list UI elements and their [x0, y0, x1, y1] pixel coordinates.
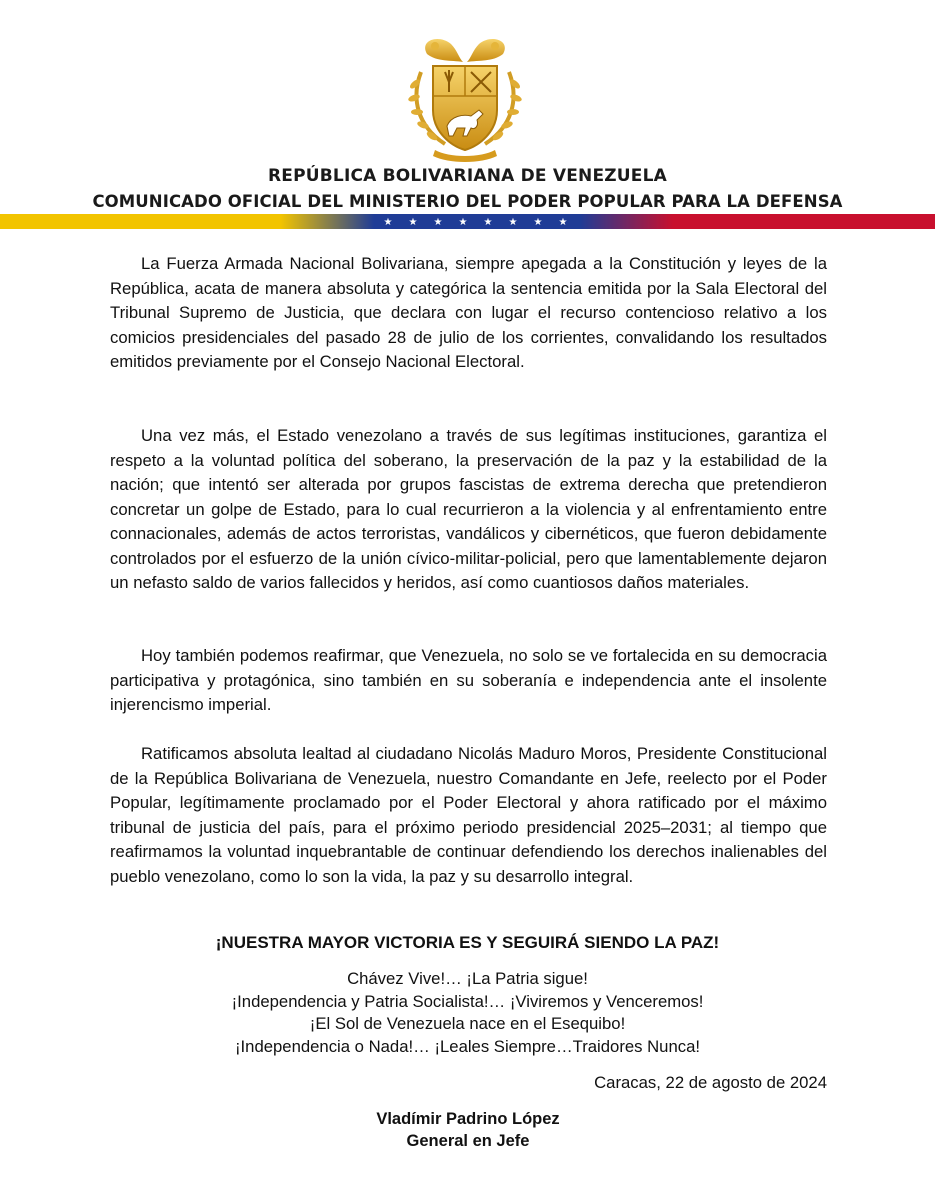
signature-block — [268, 1108, 668, 1152]
paragraph-2: Una vez más, el Estado venezolano a través de sus legítimas instituciones, garantiza el respeto a la voluntad política del soberano, la preservación de la paz y la estabilidad de la nación; que intentó ser alterada por grupos fascistas de extrema derecha que pretendieron concretar un golpe de Estado, para lo cual recurrieron a la violencia y al enfrentamiento entre connacionales, además de actos terroristas, vandálicos y cibernéticos, que fueron debidamente controlados por el esfuerzo de la unión cívico-militar-policial, pero que lamentablemente dejaron un nefasto saldo de varios fallecidos y heridos, así como cuantiosos daños materiales. — [110, 426, 827, 592]
star-icon: ★ — [383, 217, 393, 228]
paragraph-3: Hoy también podemos reafirmar, que Venezuela, no solo se ve fortalecida en su democracia participativa y protagónica, sino también en su soberanía e independencia ante el insolente injerencismo imperial. — [110, 646, 827, 714]
paragraph-1: La Fuerza Armada Nacional Bolivariana, siempre apegada a la Constitución y leyes de la República, acata de manera absoluta y categórica la sentencia emitida por la Sala Electoral del Tribunal Supremo de Justicia, que declara con lugar el recurso contencioso relativo a los comicios presidenciales del pasado 28 de julio de los corrientes, convalidando los resultados emitidos previamente por el Consejo Nacional Electoral. — [110, 254, 827, 371]
star-icon: ★ — [408, 217, 418, 228]
slogan: ¡NUESTRA MAYOR VICTORIA ES Y SEGUIRÁ SIENDO LA PAZ! — [215, 933, 720, 952]
header-subtitle: COMUNICADO OFICIAL DEL MINISTERIO DEL PODER POPULAR PARA LA DEFENSA — [92, 192, 843, 211]
cheer-line: Chávez Vive!… ¡La Patria sigue! — [347, 969, 588, 988]
cheer-line: ¡Independencia o Nada!… ¡Leales Siempre…Traidores Nunca! — [234, 1036, 701, 1056]
cheer-line: ¡Independencia y Patria Socialista!… ¡Viviremos y Venceremos! — [231, 991, 704, 1011]
star-icon: ★ — [483, 217, 493, 228]
star-icon: ★ — [458, 217, 468, 228]
cheers-block — [0, 968, 935, 1058]
star-icon: ★ — [433, 217, 443, 228]
star-icon: ★ — [508, 217, 518, 228]
star-icon: ★ — [558, 217, 568, 228]
header-country: REPÚBLICA BOLIVARIANA DE VENEZUELA — [267, 166, 668, 186]
cheer-line: ¡El Sol de Venezuela nace en el Esequibo! — [309, 1014, 626, 1034]
place-date: Caracas, 22 de agosto de 2024 — [594, 1073, 827, 1092]
star-icon: ★ — [533, 217, 543, 228]
coat-of-arms-icon — [405, 32, 525, 164]
paragraph-4: Ratificamos absoluta lealtad al ciudadano Nicolás Maduro Moros, Presidente Constitucional de la República Bolivariana de Venezuela, nuestro Comandante en Jefe, reelecto por el Poder Popular, legítimamente proclamado por el Poder Electoral y ahora ratificado por el máximo tribunal de justicia del país, para el próximo periodo presidencial 2025–2031; al tiempo que reafirmamos la voluntad inquebrantable de continuar defendiendo los derechos inalienables del pueblo venezolano, como lo son la vida, la paz y su desarrollo integral. — [110, 744, 827, 886]
signatory-name: Vladímir Padrino López — [376, 1110, 560, 1128]
signatory-rank: General en Jefe — [406, 1132, 530, 1150]
flag-bar — [0, 214, 935, 229]
